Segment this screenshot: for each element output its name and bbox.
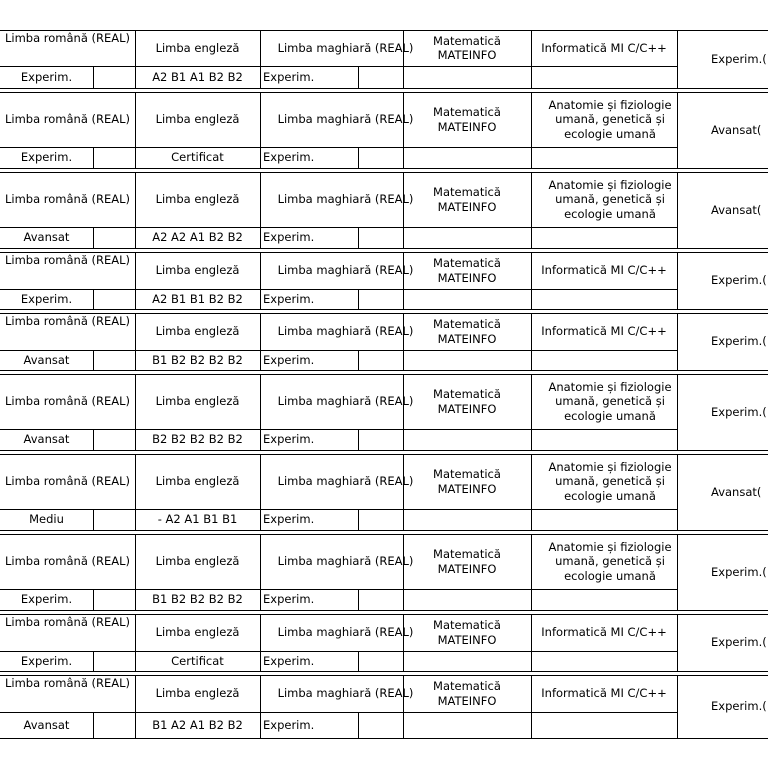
cell-engleza: Limba engleză bbox=[155, 263, 240, 278]
cell-proba: Experim.( bbox=[711, 635, 767, 650]
cell-nivel-en: - A2 A1 B1 B1 bbox=[157, 512, 238, 527]
cell-nivel-en: B2 B2 B2 B2 B2 bbox=[152, 432, 243, 447]
cell-nivel-en: Certificat bbox=[171, 150, 224, 165]
cell-nivel-ro: Avansat bbox=[23, 717, 70, 732]
cell-maghiara: Limba maghiară (REAL) bbox=[277, 40, 414, 55]
cell-engleza: Limba engleză bbox=[155, 40, 240, 55]
cell-proba: Experim.( bbox=[711, 564, 767, 579]
cell-engleza: Limba engleză bbox=[155, 625, 240, 640]
cell-romana: Limba română (REAL) bbox=[4, 314, 131, 328]
cell-proba: Avansat( bbox=[711, 484, 762, 499]
cell-maghiara: Limba maghiară (REAL) bbox=[277, 324, 414, 339]
cell-nivel-hu: Experim. bbox=[263, 352, 315, 367]
cell-nivel-en: B1 B2 B2 B2 B2 bbox=[152, 352, 243, 367]
cell-engleza: Limba engleză bbox=[155, 192, 240, 207]
cell-nivel-hu: Experim. bbox=[263, 717, 315, 732]
cell-optional: Anatomie și fiziologie umană, genetică și ecologie umană bbox=[548, 540, 672, 583]
cell-nivel-en: A2 B1 A1 B2 B2 bbox=[152, 69, 243, 84]
cell-nivel-hu: Experim. bbox=[263, 230, 315, 245]
cell-optional: Informatică MI C/C++ bbox=[541, 40, 667, 55]
cell-maghiara: Limba maghiară (REAL) bbox=[277, 112, 414, 127]
cell-matematica: Matematică MATEINFO bbox=[433, 105, 501, 134]
cell-matematica: Matematică MATEINFO bbox=[433, 256, 501, 285]
cell-engleza: Limba engleză bbox=[155, 112, 240, 127]
cell-maghiara: Limba maghiară (REAL) bbox=[277, 394, 414, 409]
cell-proba: Experim.( bbox=[711, 273, 767, 288]
cell-proba: Experim.( bbox=[711, 404, 767, 419]
cell-nivel-ro: Mediu bbox=[29, 512, 64, 527]
cell-nivel-hu: Experim. bbox=[263, 69, 315, 84]
cell-romana: Limba română (REAL) bbox=[4, 112, 131, 127]
cell-engleza: Limba engleză bbox=[155, 324, 240, 339]
cell-maghiara: Limba maghiară (REAL) bbox=[277, 263, 414, 278]
cell-nivel-ro: Experim. bbox=[20, 291, 73, 306]
cell-nivel-hu: Experim. bbox=[263, 653, 315, 668]
cell-proba: Experim.( bbox=[711, 699, 767, 714]
cell-nivel-en: B1 B2 B2 B2 B2 bbox=[152, 592, 243, 607]
cell-matematica: Matematică MATEINFO bbox=[433, 387, 501, 416]
cell-romana: Limba română (REAL) bbox=[4, 474, 131, 489]
cell-optional: Informatică MI C/C++ bbox=[541, 625, 667, 640]
cell-nivel-ro: Experim. bbox=[20, 69, 73, 84]
cell-maghiara: Limba maghiară (REAL) bbox=[277, 686, 414, 701]
cell-proba: Avansat( bbox=[711, 202, 762, 217]
cell-engleza: Limba engleză bbox=[155, 686, 240, 701]
cell-nivel-ro: Experim. bbox=[20, 150, 73, 165]
cell-romana: Limba română (REAL) bbox=[4, 676, 131, 690]
cell-romana: Limba română (REAL) bbox=[4, 192, 131, 207]
cell-optional: Anatomie și fiziologie umană, genetică și ecologie umană bbox=[548, 380, 672, 423]
cell-romana: Limba română (REAL) bbox=[4, 394, 131, 409]
cell-optional: Informatică MI C/C++ bbox=[541, 686, 667, 701]
cell-nivel-ro: Avansat bbox=[23, 230, 70, 245]
cell-romana: Limba română (REAL) bbox=[4, 253, 131, 267]
cell-nivel-hu: Experim. bbox=[263, 291, 315, 306]
cell-nivel-ro: Avansat bbox=[23, 432, 70, 447]
cell-nivel-hu: Experim. bbox=[263, 592, 315, 607]
cell-proba: Experim.( bbox=[711, 51, 767, 66]
cell-optional: Anatomie și fiziologie umană, genetică și ecologie umană bbox=[548, 460, 672, 503]
cell-proba: Experim.( bbox=[711, 334, 767, 349]
cell-nivel-en: Certificat bbox=[171, 653, 224, 668]
cell-romana: Limba română (REAL) bbox=[4, 554, 131, 569]
cell-nivel-ro: Experim. bbox=[20, 653, 73, 668]
cell-maghiara: Limba maghiară (REAL) bbox=[277, 192, 414, 207]
cell-romana: Limba română (REAL) bbox=[4, 31, 131, 45]
cell-matematica: Matematică MATEINFO bbox=[433, 679, 501, 708]
cell-optional: Informatică MI C/C++ bbox=[541, 324, 667, 339]
cell-nivel-ro: Avansat bbox=[23, 352, 70, 367]
cell-matematica: Matematică MATEINFO bbox=[433, 618, 501, 647]
cell-engleza: Limba engleză bbox=[155, 474, 240, 489]
cell-nivel-en: A2 A2 A1 B2 B2 bbox=[152, 230, 243, 245]
cell-proba: Avansat( bbox=[711, 122, 762, 137]
cell-romana: Limba română (REAL) bbox=[4, 615, 131, 629]
cell-nivel-ro: Experim. bbox=[20, 592, 73, 607]
cell-matematica: Matematică MATEINFO bbox=[433, 33, 501, 62]
cell-nivel-hu: Experim. bbox=[263, 432, 315, 447]
cell-engleza: Limba engleză bbox=[155, 394, 240, 409]
cell-matematica: Matematică MATEINFO bbox=[433, 317, 501, 346]
cell-optional: Anatomie și fiziologie umană, genetică și ecologie umană bbox=[548, 98, 672, 141]
cell-maghiara: Limba maghiară (REAL) bbox=[277, 625, 414, 640]
cell-matematica: Matematică MATEINFO bbox=[433, 467, 501, 496]
cell-nivel-hu: Experim. bbox=[263, 150, 315, 165]
cell-maghiara: Limba maghiară (REAL) bbox=[277, 554, 414, 569]
cell-matematica: Matematică MATEINFO bbox=[433, 547, 501, 576]
cell-optional: Anatomie și fiziologie umană, genetică și ecologie umană bbox=[548, 178, 672, 221]
cell-matematica: Matematică MATEINFO bbox=[433, 185, 501, 214]
cell-nivel-en: B1 A2 A1 B2 B2 bbox=[152, 717, 243, 732]
cell-optional: Informatică MI C/C++ bbox=[541, 263, 667, 278]
cell-maghiara: Limba maghiară (REAL) bbox=[277, 474, 414, 489]
cell-engleza: Limba engleză bbox=[155, 554, 240, 569]
cell-nivel-hu: Experim. bbox=[263, 512, 315, 527]
cell-nivel-en: A2 B1 B1 B2 B2 bbox=[152, 291, 243, 306]
